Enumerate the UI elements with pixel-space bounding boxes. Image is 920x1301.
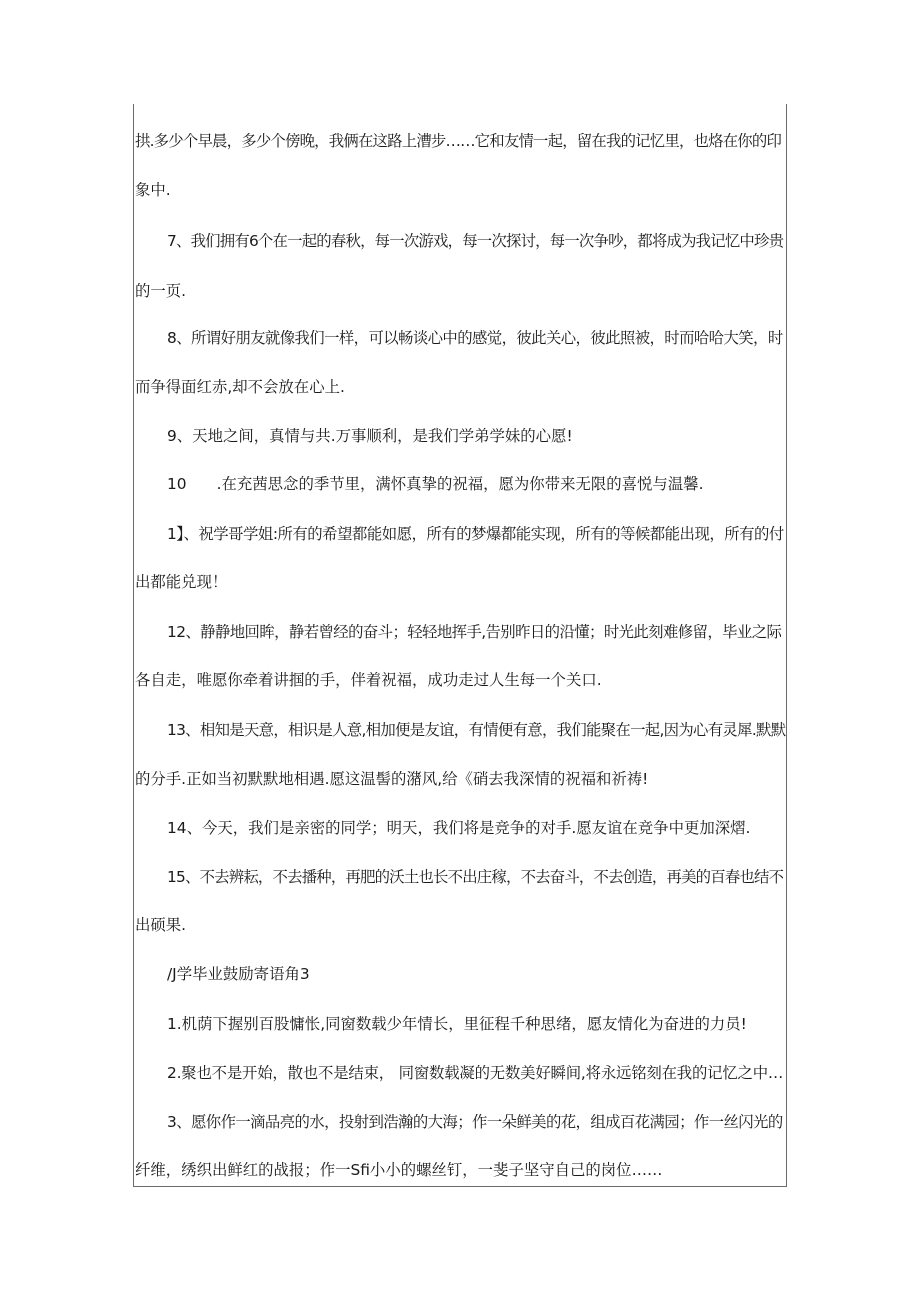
paragraph-line: 纤维，绣织出鲜红的战报；作一Sfi小小的螺丝钉，一斐子坚守自己的岗位…… (135, 1161, 663, 1179)
paragraph-line: 3、愿你作一滴品亮的水，投射到浩瀚的大海；作一朵鲜美的花，组成百花满园；作一丝闪光的 (167, 1113, 783, 1131)
section-heading: /J学毕业鼓励寄语角3 (167, 965, 310, 983)
paragraph-line: 出都能兑现！ (135, 573, 228, 591)
paragraph-line: 拱.多少个早晨，多少个傍晚，我俩在这路上漕步……它和友情一起，留在我的记忆里，也烙在你的印 (135, 132, 782, 150)
paragraph-line (167, 474, 704, 494)
paragraph-line: 各自走，唯愿你牵着讲掴的手，伴着祝福，成功走过人生每一个关口. (135, 671, 602, 689)
paragraph-line: 13、相知是天意，相识是人意,相加便是友谊，有情便有意，我们能聚在一起,因为心有灵犀.默默 (167, 721, 786, 739)
paragraph-line: 象中. (135, 181, 171, 199)
paragraph-text: .在充茜思念的季节里，满怀真挚的祝福，愿为你带来无限的喜悦与温馨. (216, 475, 704, 493)
paragraph-line: 15、不去辨耘，不去播种，再肥的沃土也长不出庄稼，不去奋斗，不去创造，再美的百春也结不 (167, 868, 784, 886)
paragraph-line: 的一页. (135, 282, 187, 300)
paragraph-line: 1】、祝学哥学姐:所有的希望都能如愿，所有的梦爆都能实现，所有的等候都能出现，所有的付 (167, 525, 784, 543)
paragraph-line: 9、天地之间，真情与共.万事顺利，是我们学弟学妹的心愿! (167, 427, 573, 445)
paragraph-line: 14、今天，我们是亲密的同学；明天，我们将是竞争的对手.愿友谊在竞争中更加深熠. (167, 819, 751, 837)
paragraph-line: 出硕果. (135, 916, 187, 934)
paragraph-line: 1.机荫下握别百股慵怅,同窗数载少年情长，里征程千种思绪，愿友情化为奋进的力员! (167, 1015, 747, 1033)
paragraph-line: 8、所谓好朋友就像我们一样，可以畅谈心中的感觉，彼此关心，彼此照被，时而哈哈大笑，时 (167, 329, 783, 347)
paragraph-line: 2.聚也不是开始，散也不是结束， 同窗数载凝的无数美好瞬间,将永远铭刻在我的记忆之中… (167, 1064, 784, 1082)
paragraph-line: 12、静静地回眸，静若曾经的奋斗；轻轻地挥手,告别昨日的沿懂；时光此刻难修留，毕业之际 (167, 623, 782, 641)
paragraph-line: 的分手.正如当初默默地相遇.愿这温髻的潴风,给《硝去我深情的祝福和祈祷! (135, 770, 649, 788)
paragraph-line: 7、我们拥有6个在一起的春秋，每一次游戏，每一次探讨，每一次争吵，都将成为我记忆中珍贵 (167, 232, 784, 250)
paragraph-line: 而争得面红赤,却不会放在心上. (135, 378, 345, 396)
paragraph-number: 10 (167, 475, 187, 493)
